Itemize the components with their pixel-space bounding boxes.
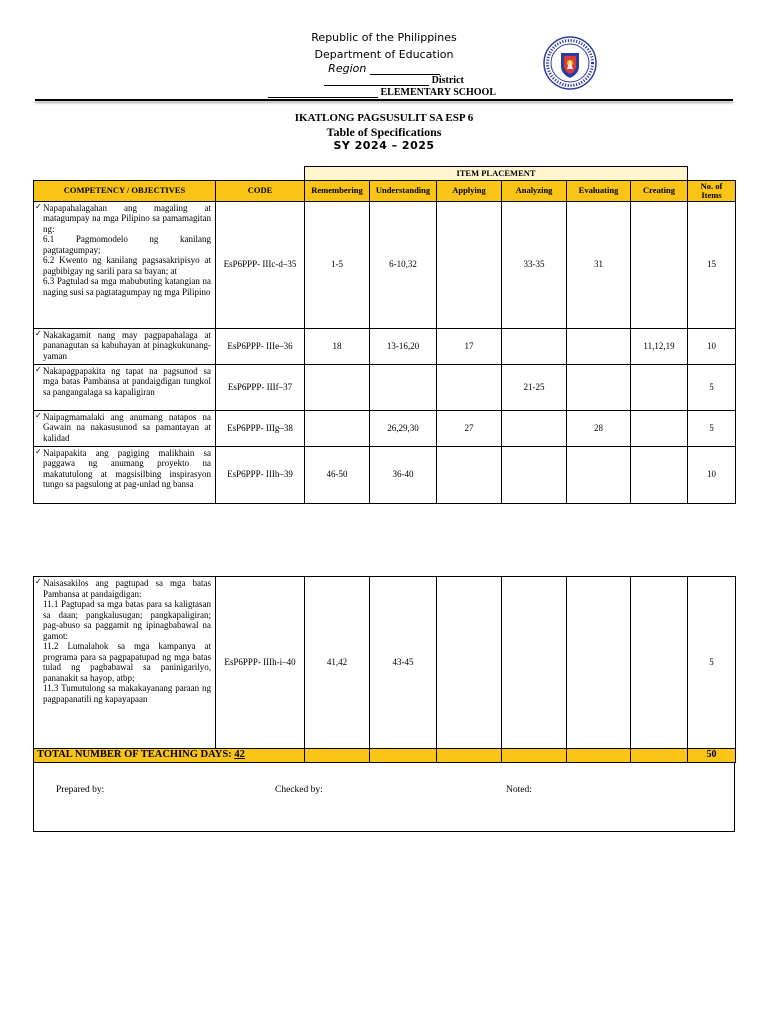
creating-cell [631,364,688,410]
creating-cell [631,446,688,503]
header-department: Department of Education [314,48,454,61]
total-row [34,749,736,763]
table-row [34,364,736,410]
creating-cell [631,577,688,749]
total-teaching-days: 42 [234,749,245,760]
applying-cell [437,577,502,749]
understanding-cell: 36-40 [370,446,437,503]
code-cell: EsP6PPP- IIIf–37 [216,364,305,410]
school-year: SY 2024 – 2025 [333,139,435,152]
header-school [0,87,768,98]
applying-cell: 17 [437,328,502,364]
total-items: 50 [688,749,736,763]
table-title: Table of Specifications [326,125,442,139]
evaluating-cell [567,328,631,364]
applying-cell: 27 [437,410,502,446]
prepared-by-label: Prepared by: [56,785,105,795]
noted-label: Noted: [506,785,532,795]
understanding-cell: 26,29,30 [370,410,437,446]
code-cell: EsP6PPP- IIIe–36 [216,328,305,364]
code-cell: EsP6PPP- IIIg–38 [216,410,305,446]
remembering-cell: 41,42 [305,577,370,749]
applying-cell [437,446,502,503]
code-cell: EsP6PPP- IIIh-i–40 [216,577,305,749]
creating-cell: 11,12,19 [631,328,688,364]
deped-seal-icon [543,36,597,90]
table-row [34,201,736,328]
school-label: ELEMENTARY SCHOOL [380,87,496,98]
header-region [0,62,768,75]
remembering-cell: 1-5 [305,201,370,328]
items-cell: 10 [688,446,736,503]
table-row [34,410,736,446]
remembering-cell [305,364,370,410]
col-applying: Applying [437,180,502,201]
col-creating: Creating [631,180,688,201]
remembering-cell: 18 [305,328,370,364]
remembering-cell: 46-50 [305,446,370,503]
competency-cell: ✓ Naipagmamalaki ang anumang natapos na Gawain na nakasusunod sa pamantayan at kalidad [34,410,216,446]
tos-table [33,166,736,504]
col-understanding: Understanding [370,180,437,201]
table-row [34,328,736,364]
competency-cell: ✓ Naisasakilos ang pagtupad sa mga batas Pambansa at pandaigdigan: 11.1 Pagtupad sa mga batas para sa kaligtasan sa daan; pangkalusugan; pangkapaligiran; pag-abuso sa paggamit ng ipinagbabawal na gamot: 11.2 Lumalahok sa mga kampanya at programa para sa pagpapatupad ng mga batas tulad ng pagbabawal sa paninigarilyo, pananakit sa hayop, atbp; 11.3 Tumutulong sa makakayanang paraan ng pagpapanatili ng kapayapaan [34,577,216,749]
header-republic: Republic of the Philippines [311,31,457,44]
analyzing-cell: 21-25 [502,364,567,410]
school-blank [268,87,378,98]
competency-cell: ✓ Naipapakita ang pagiging malikhain sa paggawa ng anumang proyekto na makatutulong at magsisilbing inspirasyon tungo sa pagsulong at pag-unlad ng bansa [34,446,216,503]
col-items: No. of Items [688,180,736,201]
tos-table-continued [33,576,736,763]
evaluating-cell [567,364,631,410]
code-cell: EsP6PPP- IIIh–39 [216,446,305,503]
region-blank [370,63,440,75]
analyzing-cell [502,410,567,446]
signature-box [33,763,735,832]
total-label-cell [34,749,305,763]
competency-cell: ✓ Nakapagpapakita ng tapat na pagsunod sa mga batas Pambansa at pandaigdigan tungkol sa pangangalaga sa kapaligiran [34,364,216,410]
evaluating-cell: 28 [567,410,631,446]
creating-cell [631,201,688,328]
items-cell: 15 [688,201,736,328]
total-label: TOTAL NUMBER OF TEACHING DAYS: [37,749,232,760]
creating-cell [631,410,688,446]
items-cell: 5 [688,577,736,749]
analyzing-cell [502,577,567,749]
col-remembering: Remembering [305,180,370,201]
analyzing-cell [502,328,567,364]
competency-cell: ✓ Napapahalagahan ang magaling at matagumpay na mga Pilipino sa pamamagitan ng: 6.1 Pagmomodelo ng kanilang pagtatagumpay; 6.2 Kwento ng kanilang pagsasakripisyo at pagbibigay ng sarili para sa bayan; at 6.3 Pagtulad sa mga mabubuting katangian na naging susi sa pagtatagumpay ng mga Pilipino [34,201,216,328]
remembering-cell [305,410,370,446]
col-competency: COMPETENCY / OBJECTIVES [34,180,216,201]
applying-cell [437,364,502,410]
analyzing-cell: 33-35 [502,201,567,328]
items-cell: 5 [688,410,736,446]
district-blank [324,75,429,86]
exam-title: IKATLONG PAGSUSULIT SA ESP 6 [294,112,474,124]
col-code: CODE [216,180,305,201]
understanding-cell: 43-45 [370,577,437,749]
table-row [34,577,736,749]
code-cell: EsP6PPP- IIIc-d–35 [216,201,305,328]
items-cell: 10 [688,328,736,364]
evaluating-cell [567,577,631,749]
table-row [34,446,736,503]
understanding-cell: 6-10,32 [370,201,437,328]
col-analyzing: Analyzing [502,180,567,201]
understanding-cell: 13-16,20 [370,328,437,364]
col-evaluating: Evaluating [567,180,631,201]
header-rule [35,99,733,101]
region-label: Region [328,62,367,75]
competency-cell: ✓ Nakakagamit nang may pagpapahalaga at pananagutan sa kabuhayan at pinagkukunang-yaman [34,328,216,364]
items-cell: 5 [688,364,736,410]
header-district [0,75,768,86]
analyzing-cell [502,446,567,503]
item-placement-header: ITEM PLACEMENT [305,167,688,181]
evaluating-cell: 31 [567,201,631,328]
applying-cell [437,201,502,328]
district-label: District [431,75,464,86]
understanding-cell [370,364,437,410]
checked-by-label: Checked by: [275,785,323,795]
evaluating-cell [567,446,631,503]
